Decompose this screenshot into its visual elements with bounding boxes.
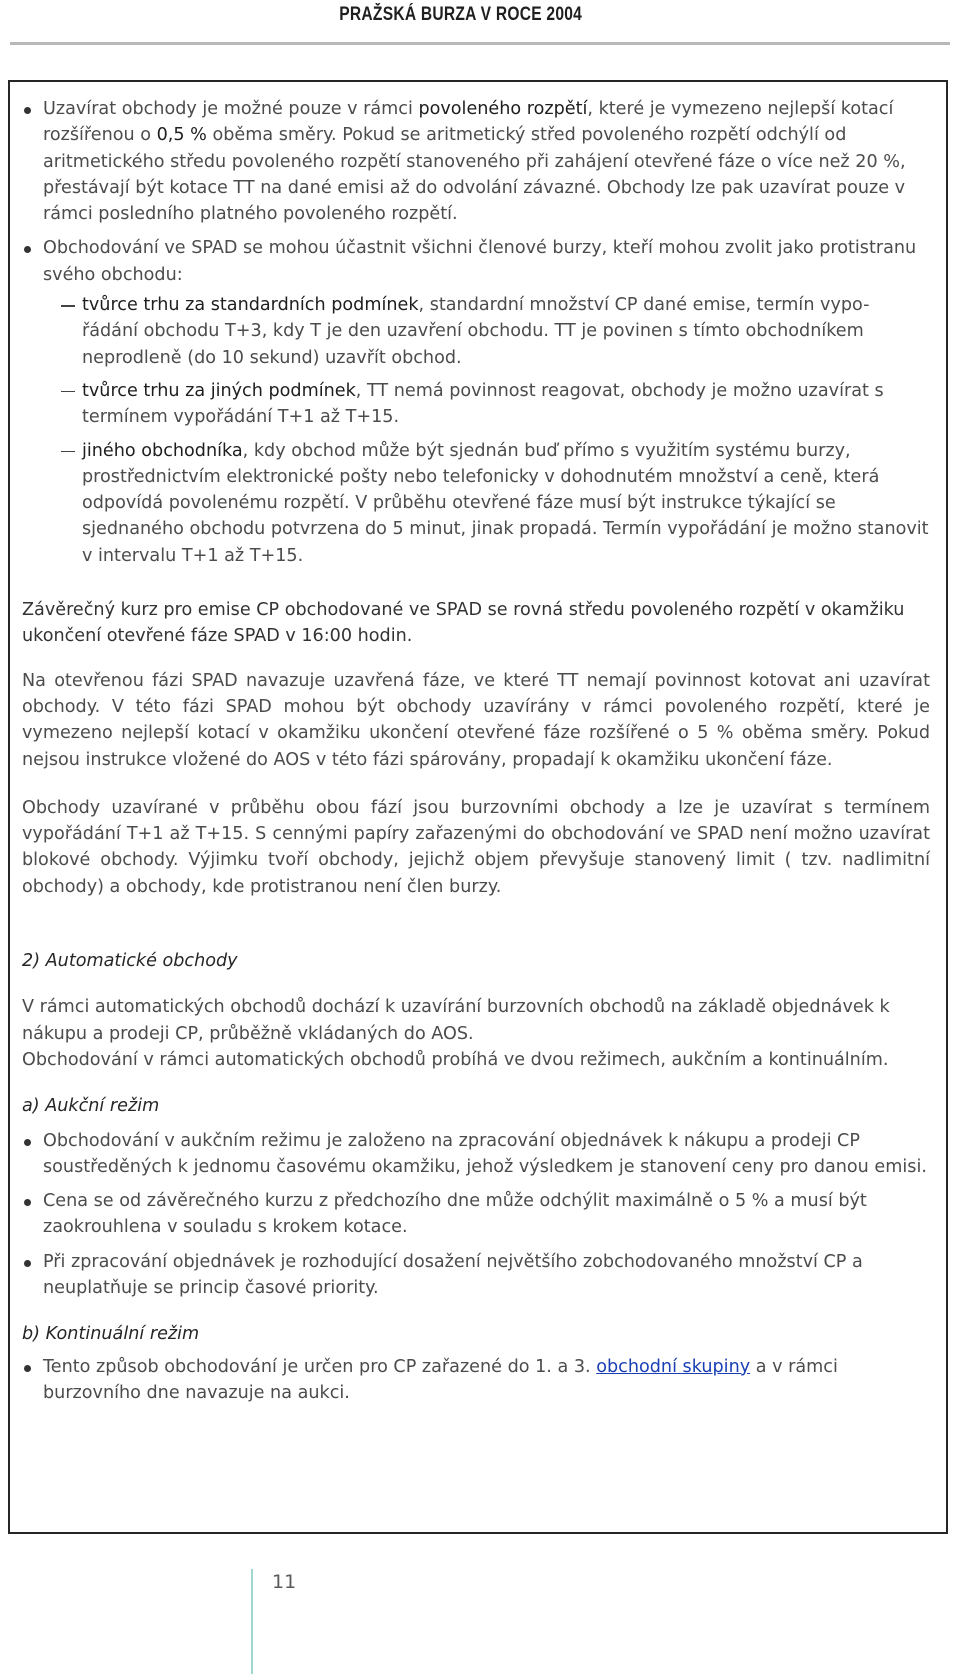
dash-text: , kdy obchod může být sjednán buď přímo s využitím systému burzy, prostřednictvím elektronické pošty nebo telefonicky v dohodnutém množství a ceně, která odpovídá povolenému rozpětí. V průběhu otevřené fáze musí být instrukce týkající se sjednaného obchodu potvrzena do 5 minut, jinak propadá. Termín vypořádání je možno stanovit v intervalu T+1 až T+15.: [82, 440, 929, 566]
header-rule: [10, 42, 950, 45]
section-heading: 2) Automatické obchody: [22, 951, 238, 972]
dash-item: [22, 438, 930, 569]
term-povolene-rozpeti: povoleného rozpětí: [418, 99, 588, 119]
bullet-text: Tento způsob obchodování je určen pro CP zařazené do 1. a 3.: [43, 1356, 597, 1377]
paragraph: V rámci automatických obchodů dochází k uzavírání burzovních obchodů na základě objednávek k nákupu a prodeji CP, průběžně vkládaných do AOS.: [22, 997, 890, 1044]
bullet-item: [22, 1128, 930, 1181]
bullet-text: Při zpracování objednávek je rozhodující dosažení největšího zobchodovaného množství CP a neuplatňuje se princip časové priority.: [43, 1251, 863, 1298]
subsection-heading: b) Kontinuální režim: [22, 1324, 200, 1345]
paragraph: Obchody uzavírané v průběhu obou fází jsou burzovními obchody a lze je uzavírat s termínem vypořádání T+1 až T+15. S cennými papíry zařazenými do obchodování ve SPAD není možno uzavírat blokové obchody. Výjimku tvoří obchody, jejichž objem převyšuje stanovený limit ( tzv. nadlimitní obchody) a obchody, kde protistranou není člen burzy.: [22, 797, 930, 897]
bullet-item: [22, 1354, 930, 1407]
bullet-text: a v rámci burzovního dne navazuje na aukci.: [43, 1356, 838, 1403]
dash-item: [22, 292, 930, 371]
bullet-text: Uzavírat obchody je možné pouze v rámci: [43, 99, 419, 119]
paragraph: Na otevřenou fázi SPAD navazuje uzavřená fáze, ve které TT nemají povinnost kotovat ani uzavírat obchody. V této fázi SPAD mohou být obchody uzavírány v rámci povoleného rozpětí, které je vymezeno nejlepší kotací v okamžiku ukončení otevřené fáze rozšířené o 5 % oběma směry. Pokud nejsou instrukce vložené do AOS v této fázi spárovány, propadají k okamžiku ukončení fáze.: [22, 670, 930, 770]
link-obchodni-skupiny[interactable]: obchodní skupiny: [596, 1356, 751, 1377]
bullet-text: Obchodování ve SPAD se mohou účastnit všichni členové burzy, kteří mohou zvolit jako protistranu svého obchodu:: [43, 238, 917, 285]
bullet-item: [22, 96, 930, 227]
term-percent: 0,5 %: [156, 125, 207, 146]
bullet-text: Cena se od závěrečného kurzu z předchozího dne může odchýlit maximálně o 5 % a musí být zaokrouhlena v souladu s krokem kotace.: [43, 1191, 867, 1238]
dash-term: jiného obchodníka: [82, 440, 243, 461]
bullet-item: [22, 235, 930, 288]
page-header: [0, 0, 960, 44]
bullet-text: , které je vymezeno nejlepší kotací rozšířenou o: [43, 99, 894, 146]
closing-price-paragraph: Závěrečný kurz pro emise CP obchodované ve SPAD se rovná středu povoleného rozpětí v okamžiku ukončení otevřené fáze SPAD v 16:00 hodin.: [22, 600, 905, 647]
dash-term: tvůrce trhu za jiných podmínek: [82, 380, 356, 401]
bullet-text: oběma směry. Pokud se aritmetický střed povoleného rozpětí odchýlí od aritmetického středu povoleného rozpětí stanoveného při zahájení otevřené fáze o více než 20 %, přestávají být kotace TT na dané emisi až do odvolání závazné. Obchody lze pak uzavírat pouze v rámci posledního platného povoleného rozpětí.: [43, 125, 906, 225]
dash-text: , TT nemá povinnost reagovat, obchody je možno uzavírat s termínem vypořádání T+1 až T+15.: [82, 380, 884, 428]
page-number: 11: [272, 1571, 297, 1593]
bullet-text: Obchodování v aukčním režimu je založeno na zpracování objednávek k nákupu a prodeji CP soustředěných k jednomu časovému okamžiku, jehož výsledkem je stanovení ceny pro danou emisi.: [43, 1130, 927, 1177]
running-title: PRAŽSKÁ BURZA V ROCE 2004: [339, 4, 582, 25]
dash-item: [22, 378, 930, 431]
dash-text: , standardní množství CP dané emise, termín vypo- řádání obchodu T+3, kdy T je den uzavření obchodu. TT je povinen s tímto obchodníkem neprodleně (do 10 sekund) uzavřít obchod.: [82, 295, 870, 368]
subsection-heading: a) Aukční režim: [22, 1096, 160, 1117]
bullet-item: [22, 1188, 930, 1241]
paragraph: Obchodování v rámci automatických obchodů probíhá ve dvou režimech, aukčním a kontinuálním.: [22, 1049, 889, 1070]
bullet-item: [22, 1249, 930, 1302]
content-body: [22, 96, 930, 1406]
dash-term: tvůrce trhu za standardních podmínek: [82, 295, 419, 316]
footer-rule: [251, 1569, 253, 1674]
